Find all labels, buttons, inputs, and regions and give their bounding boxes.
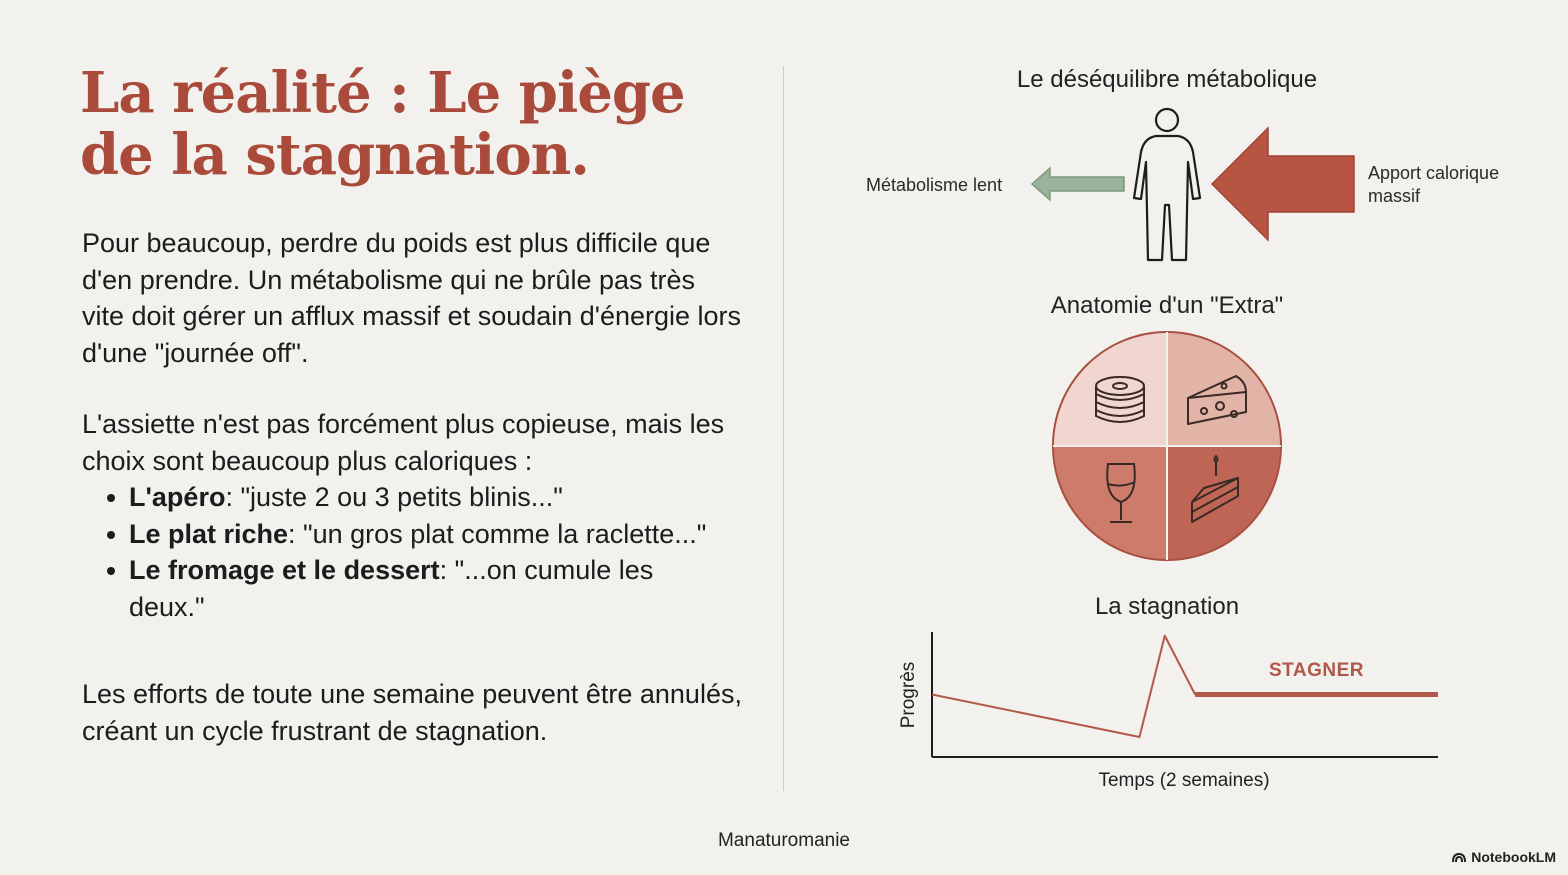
arrow-left-small-icon — [1032, 168, 1124, 200]
bullet-text: : "un gros plat comme la raclette..." — [288, 518, 707, 549]
quadrant-fromage — [1167, 328, 1288, 446]
footer-credit: Manaturomanie — [717, 830, 851, 851]
page-title: La réalité : Le piège de la stagnation. — [80, 60, 685, 188]
bullet-text: : "...on cumule les deux." — [129, 555, 654, 622]
desequilibre-figure — [1020, 100, 1365, 270]
bullet-list — [82, 479, 722, 625]
stagnation-chart — [890, 625, 1450, 765]
notebooklm-brand — [1451, 849, 1556, 865]
column-divider — [783, 66, 784, 791]
metabolisme-label: Métabolisme lent — [866, 175, 1003, 195]
plate-paragraph: L'assiette n'est pas forcément plus copieuse, mais les choix sont beaucoup plus caloriques : — [82, 409, 725, 476]
anatomie-title: Anatomie d'un "Extra" — [1050, 292, 1284, 319]
brand-label: NotebookLM — [1471, 849, 1556, 865]
list-item — [82, 479, 722, 516]
quadrant-dessert — [1167, 446, 1288, 568]
list-item — [82, 552, 722, 625]
bullet-term: Le plat riche — [129, 518, 289, 549]
stagner-annotation: STAGNER — [1269, 660, 1364, 681]
apport-label: Apport calorique massif — [1368, 163, 1500, 206]
person-outline-icon — [1134, 109, 1200, 260]
stagnation-title: La stagnation — [1094, 593, 1240, 620]
quadrant-apero — [1048, 328, 1167, 446]
desequilibre-title: Le déséquilibre métabolique — [1016, 66, 1318, 93]
arrow-left-large-icon — [1212, 128, 1354, 240]
extra-pie-figure — [1048, 328, 1288, 568]
x-axis-label: Temps (2 semaines) — [1098, 770, 1270, 791]
notebooklm-logo-icon — [1451, 851, 1467, 863]
y-axis-label: Progrès — [898, 661, 919, 729]
list-item — [82, 516, 722, 553]
bullet-text: : "juste 2 ou 3 petits blinis..." — [225, 482, 563, 512]
conclusion-paragraph: Les efforts de toute une semaine peuvent être annulés, créant un cycle frustrant de stagnation. — [82, 679, 742, 746]
bullet-term: Le fromage et le dessert — [129, 555, 440, 585]
intro-paragraph: Pour beaucoup, perdre du poids est plus difficile que d'en prendre. Un métabolisme qui ne brûle pas très vite doit gérer un afflux massif et soudain d'énergie lors d'une "journée off". — [82, 228, 742, 368]
progress-line — [932, 636, 1195, 737]
bullet-term: L'apéro — [129, 482, 226, 512]
